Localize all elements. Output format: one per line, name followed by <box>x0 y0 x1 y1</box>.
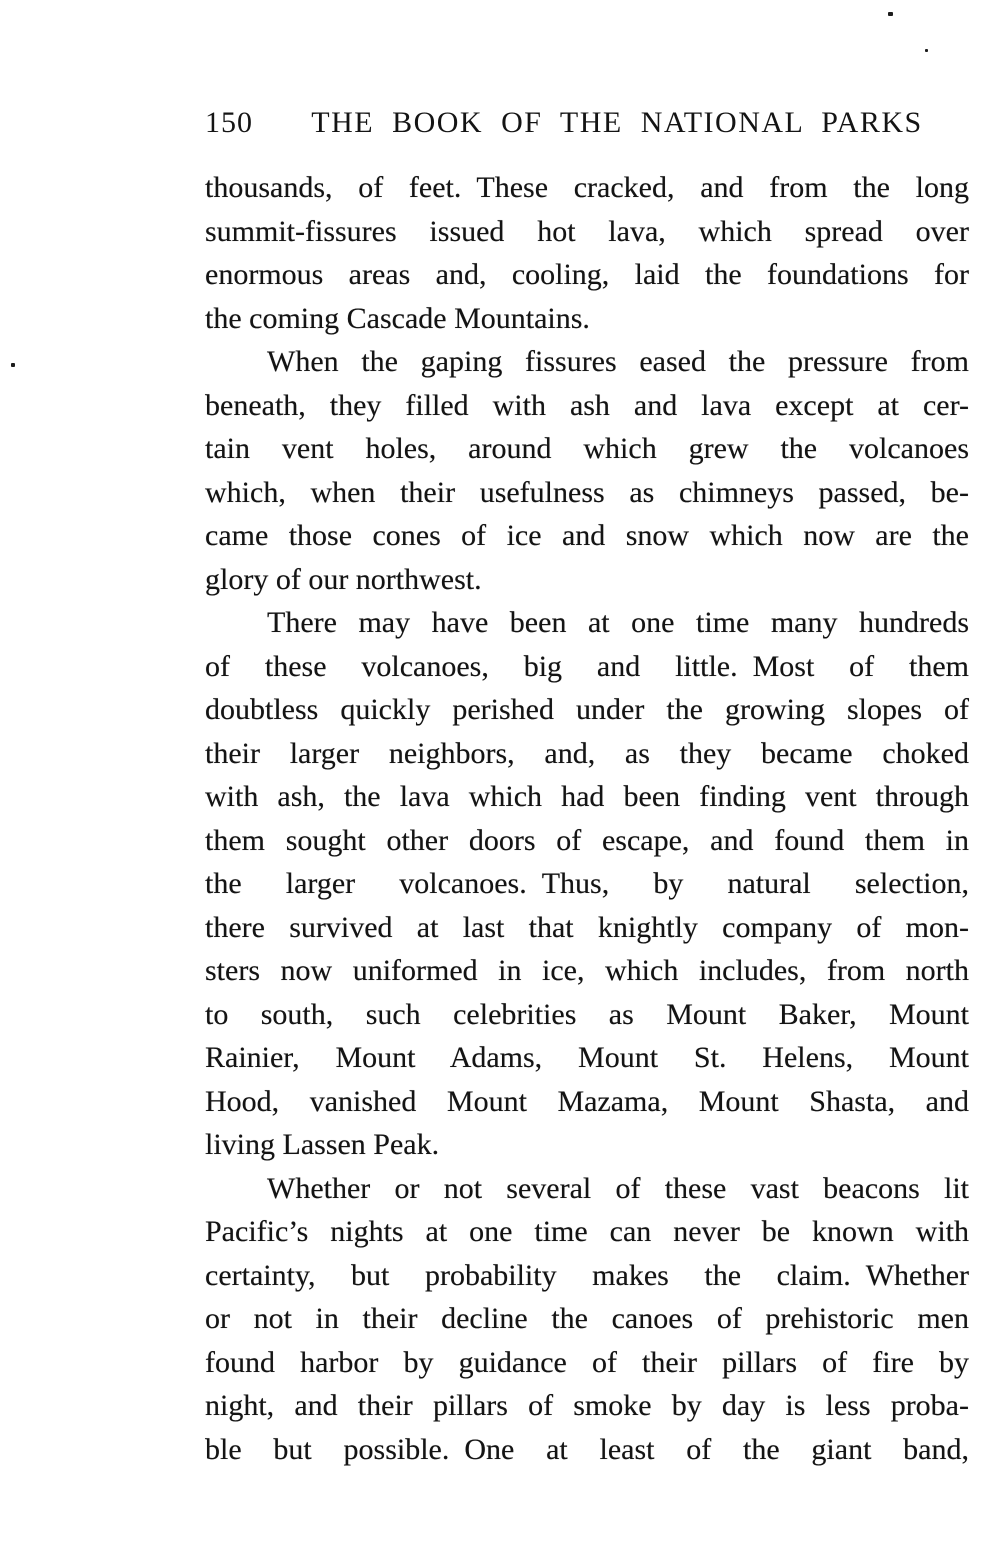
text-line: with ash, the lava which had been finding vent through <box>205 780 969 813</box>
paragraph <box>205 1167 969 1472</box>
text-line: which, when their usefulness as chimneys passed, be- <box>205 475 969 509</box>
text-line: ble but possible. One at least of the giant band, <box>205 1432 969 1466</box>
text-line: Whether or not several of these vast beacons lit <box>267 1171 969 1205</box>
text-line: glory of our northwest. <box>205 562 482 596</box>
text-line: Hood, vanished Mount Mazama, Mount Shasta, and <box>205 1084 969 1118</box>
text-line: beneath, they filled with ash and lava except at cer- <box>205 388 969 422</box>
text-line: to south, such celebrities as Mount Baker, Mount <box>205 997 969 1031</box>
text-line: them sought other doors of escape, and found them in <box>205 823 969 857</box>
text-line: the larger volcanoes. Thus, by natural selection, <box>205 867 969 900</box>
text-line: living Lassen Peak. <box>205 1128 440 1161</box>
paragraph <box>205 340 969 601</box>
scan-speck <box>925 49 928 52</box>
text-line: there survived at last that knightly company of mon- <box>205 910 969 944</box>
text-line: certainty, but probability makes the claim. Whether <box>205 1258 969 1292</box>
text-line: sters now uniformed in ice, which includes, from north <box>205 954 969 987</box>
page-number: 150 <box>205 106 253 139</box>
paragraph <box>205 166 969 340</box>
text-line: tain vent holes, around which grew the volcanoes <box>205 432 969 465</box>
scan-speck <box>11 363 15 367</box>
running-title: THE BOOK OF THE NATIONAL PARKS <box>311 106 923 139</box>
text-line: or not in their decline the canoes of prehistoric men <box>205 1302 969 1335</box>
text-line: doubtless quickly perished under the growing slopes of <box>205 693 969 726</box>
text-line: night, and their pillars of smoke by day is less proba- <box>205 1389 969 1422</box>
page-header <box>205 104 969 144</box>
text-line: Rainier, Mount Adams, Mount St. Helens, Mount <box>205 1041 969 1074</box>
text-line: the coming Cascade Mountains. <box>205 301 590 335</box>
text-line: found harbor by guidance of their pillars of fire by <box>205 1345 969 1379</box>
text-line: When the gaping fissures eased the pressure from <box>267 345 969 378</box>
text-line: of these volcanoes, big and little. Most of them <box>205 649 969 683</box>
text-line: enormous areas and, cooling, laid the foundations for <box>205 258 969 291</box>
text-line: their larger neighbors, and, as they became choked <box>205 736 969 770</box>
text-line: Pacific’s nights at one time can never be known with <box>205 1215 969 1248</box>
page-body <box>205 166 969 1471</box>
text-line: came those cones of ice and snow which now are the <box>205 519 969 552</box>
scan-speck <box>888 12 893 16</box>
text-line: thousands, of feet. These cracked, and from the long <box>205 171 969 204</box>
text-line: summit-fissures issued hot lava, which spread over <box>205 214 969 248</box>
text-line: There may have been at one time many hundreds <box>267 606 969 639</box>
paragraph <box>205 601 969 1167</box>
